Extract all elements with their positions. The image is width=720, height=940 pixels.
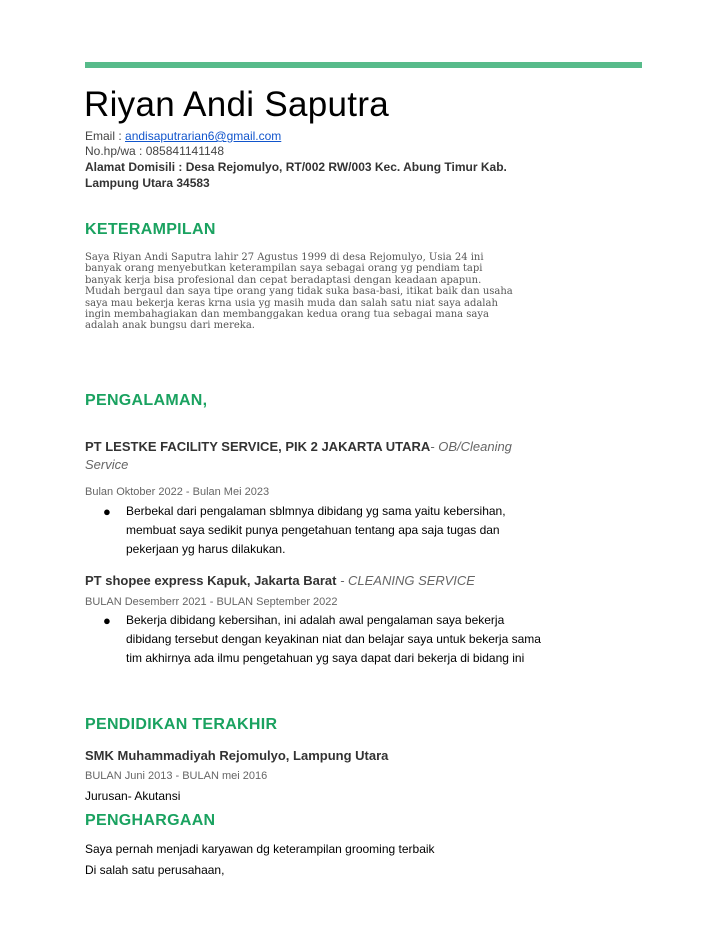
- education-dates: BULAN Juni 2013 - BULAN mei 2016: [85, 770, 268, 782]
- header-accent-rule: [85, 62, 642, 68]
- award-line-1: Saya pernah menjadi karyawan dg keterampilan grooming terbaik: [85, 842, 435, 856]
- skills-summary: Saya Riyan Andi Saputra lahir 27 Agustus 1999 di desa Rejomulyo, Usia 24 ini banyak orang menyebutkan keterampilan saya sebagai orang yg pendiam tapi banyak kerja bisa profesional dan cepat beradaptasi dengan keadaan apapun. Mudah bergaul dan saya tipe orang yang tidak suka basa-basi, itikat baik dan usaha saya mau bekerja keras krna usia yg masih muda dan salah satu niat saya adalah ingin membahagiakan dan membanggakan kedua orang tua sebagai mana saya adalah anak bungsu dari mereka.: [85, 252, 513, 332]
- job-title-2: [85, 572, 555, 590]
- list-item: [103, 611, 543, 668]
- bullet-icon: ●: [103, 613, 111, 628]
- skills-heading: KETERAMPILAN: [85, 221, 216, 238]
- award-line-2: Di salah satu perusahaan,: [85, 863, 225, 877]
- awards-heading: PENGHARGAAN: [85, 812, 216, 829]
- address-line: Alamat Domisili : Desa Rejomulyo, RT/002 RW/003 Kec. Abung Timur Kab. Lampung Utara 34583: [85, 160, 507, 190]
- job-bullet-text-1: Berbekal dari pengalaman sblmnya dibidang yg sama yaitu kebersihan, membuat saya sedikit punya pengetahuan tentang apa saja tugas dan pekerjaan yg harus dilakukan.: [126, 504, 506, 556]
- job-role-1: - OB/Cleaning Service: [85, 439, 512, 472]
- email-line: [85, 129, 555, 144]
- education-heading: PENDIDIKAN TERAKHIR: [85, 716, 278, 733]
- bullet-icon: ●: [103, 504, 111, 519]
- job-dates-2: BULAN Desemberr 2021 - BULAN September 2022: [85, 596, 338, 608]
- experience-heading: PENGALAMAN,: [85, 392, 208, 409]
- job-company-1: PT LESTKE FACILITY SERVICE, PIK 2 JAKARTA UTARA: [85, 439, 431, 454]
- job-bullets-2: [103, 611, 543, 668]
- job-bullet-text-2: Bekerja dibidang kebersihan, ini adalah awal pengalaman saya bekerja dibidang tersebut dengan keyakinan niat dan belajar saya untuk bekerja sama tim akhirnya ada ilmu pengetahuan yg saya dapat dari bekerja di bidang ini: [126, 613, 541, 665]
- list-item: [103, 502, 543, 559]
- phone-line: No.hp/wa : 085841141148: [85, 144, 225, 158]
- job-role-2: - CLEANING SERVICE: [336, 573, 475, 588]
- contact-block: [85, 129, 555, 191]
- job-company-2: PT shopee express Kapuk, Jakarta Barat: [85, 573, 337, 588]
- job-title-1: [85, 438, 535, 474]
- education-school: SMK Muhammadiyah Rejomulyo, Lampung Utara: [85, 748, 389, 763]
- email-label: Email :: [85, 129, 126, 143]
- education-major: Jurusan- Akutansi: [85, 789, 181, 803]
- job-bullets-1: [103, 502, 543, 559]
- job-dates-1: Bulan Oktober 2022 - Bulan Mei 2023: [85, 486, 270, 498]
- email-link[interactable]: andisaputrarian6@gmail.com: [125, 129, 282, 143]
- candidate-name: Riyan Andi Saputra: [84, 85, 390, 124]
